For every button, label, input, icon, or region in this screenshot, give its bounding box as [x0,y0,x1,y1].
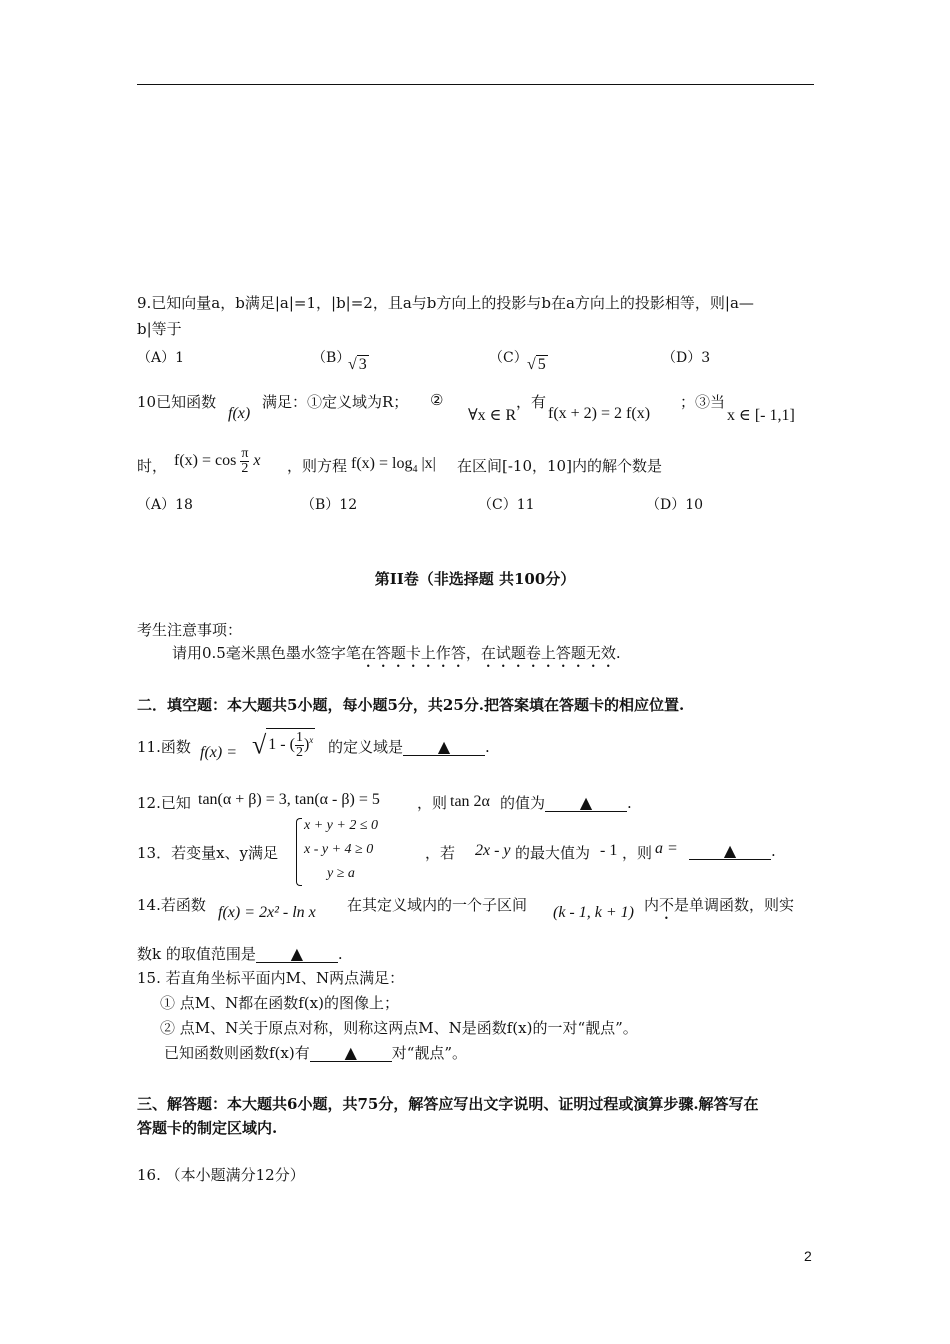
q9-option-c: （C） [489,350,528,366]
q10-fx-definition: f(x) = cos $\frac{\pi}{2}$ x [174,446,261,476]
q14-mid2: 内不是单调函数，则实 [644,896,795,914]
q13-mid2: 的最大值为 [515,844,591,862]
q10-log-eq: $f(x) = \log_4 |x|$ [351,455,436,476]
q10-forall: ∀x ∈ R [468,407,517,424]
q14-interval: (k - 1, k + 1) [553,904,634,921]
q10-option-c: （C）11 [478,497,535,513]
q10-option-a: （A）18 [137,497,193,513]
q11-sqrt-expr: √ 1 - ( $\frac{1}{2}$ )$^x$ [252,730,314,760]
q13-mid3: ，则 [622,844,653,862]
q9-option-b: （B） [312,350,351,366]
q10-then: ，则方程 [287,457,348,475]
q10-cond1: 满足：①定义域为R； [262,393,409,411]
q13-constraint-1: x + y + 2 ≤ 0 [304,818,379,833]
q11-lead: 11.函数 [137,738,191,756]
page-number: 2 [804,1248,812,1264]
q10-fx: f(x) [228,405,251,422]
q13-brace [296,818,302,886]
q15-lead: 15. 若直角坐标平面内M、N两点满足： [137,969,405,987]
q12-then: ，则 [417,794,448,812]
q15-condition-2: ② 点M、N关于原点对称，则称这两点M、N是函数f(x)的一对“靓点”。 [160,1019,638,1037]
q13-tail: ▲ . [689,842,776,860]
q10-lead: 10已知函数 [137,393,217,411]
q14-expr: f(x) = 2x² - ln x [218,904,316,921]
section3-line1: 三、解答题：本大题共6小题，共75分，解答应写出文字说明、证明过程或演算步骤.解答写在 [137,1095,759,1113]
q14-mid: 在其定义域内的一个子区间 [347,896,528,914]
q10-cond2: ② [430,391,444,409]
q10-tail: 在区间[-10，10]内的解个数是 [457,457,662,475]
q12-target: tan 2α [450,793,490,810]
q12-expr: tan(α + β) = 3, tan(α - β) = 5 [198,791,380,808]
q10-line2-lead: 时， [137,457,168,475]
q10-you: ，有 [516,393,547,411]
q9-line1: 9.已知向量a，b满足|a|=1，|b|=2，且a与b方向上的投影与b在a方向上的投影相等，则|a— [137,294,754,312]
q10-option-d: （D）10 [646,497,704,513]
section2-title: 第II卷（非选择题 共100分） [374,570,576,588]
q12-tail: 的值为 ▲ . [500,793,632,812]
q9-option-a: （A）1 [137,350,185,366]
q12-lead: 12.已知 [137,794,191,812]
q9-option-b-value: √ 3 [348,356,367,373]
q11-fx: f(x) = [200,744,237,761]
q14-answer-blank: ▲ [256,946,338,963]
q14-line2: 数k 的取值范围是 ▲ . [137,944,343,963]
q13-a-eq: a = [655,840,678,857]
q15-condition-3: 已知函数则函数f(x)有 ▲ 对“靓点”。 [164,1043,468,1062]
q11-answer-blank: ▲ [403,739,485,756]
q16-header: 16. （本小题满分12分） [137,1166,305,1184]
q10-option-b: （B）12 [301,497,358,513]
q14-lead: 14.若函数 [137,896,206,914]
q13-constraint-2: x - y + 4 ≥ 0 [304,842,374,857]
q15-answer-blank: ▲ [310,1045,392,1062]
q10-functional-eq: f(x + 2) = 2 f(x) [548,405,651,422]
q13-value: - 1 [600,842,618,859]
q9-option-d: （D）3 [662,350,711,366]
q12-answer-blank: ▲ [545,795,627,812]
fill-section-header: 二．填空题：本大题共5小题，每小题5分，共25分.把答案填在答题卡的相应位置. [137,696,685,714]
notice-title: 考生注意事项： [137,621,243,639]
notice-text: 请用0.5毫米黑色墨水签字笔在答题卡上作答，在试题卷上答题无效. [172,644,621,662]
q11-tail: 的定义域是 ▲ . [328,737,490,756]
q13-mid: ，若 [425,844,456,862]
q10-cond3: ；③当 [680,393,726,411]
q13-answer-blank: ▲ [689,843,771,860]
q13-constraint-3: y ≥ a [327,866,355,881]
q9-option-c-value: √ 5 [527,356,546,373]
q10-interval: x ∈ [- 1,1] [727,407,795,424]
q9-line2: b|等于 [137,320,182,338]
q15-condition-1: ① 点M、N都在函数f(x)的图像上； [160,994,399,1012]
section3-line2: 答题卡的制定区域内. [137,1119,278,1137]
header-rule [137,84,814,85]
q13-lead: 13．若变量x、y满足 [137,844,279,862]
q13-objective: 2x - y [475,842,511,859]
